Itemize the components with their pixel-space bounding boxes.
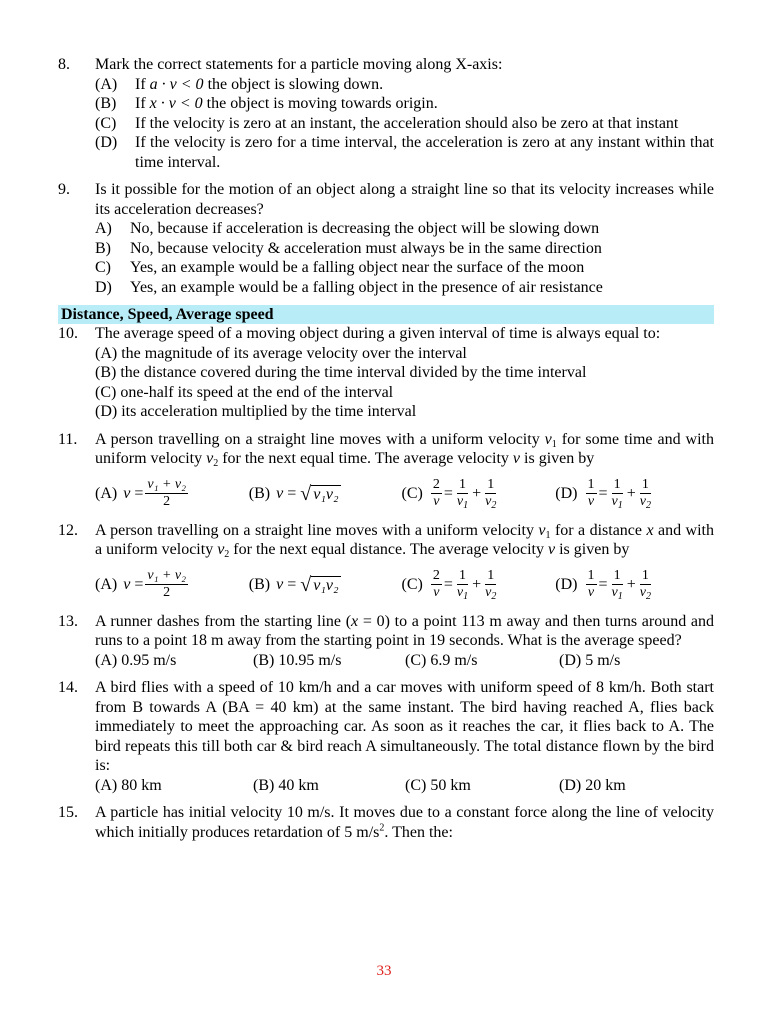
option-a: (A) 80 km: [95, 776, 162, 794]
question-number: 8.: [58, 56, 70, 73]
question-body: [95, 521, 714, 610]
option-c: (C) 50 km: [405, 776, 471, 794]
options-row: [95, 776, 714, 796]
question-stem: A runner dashes from the starting line (x = 0) to a point 113 m away and then turns around and runs to a point 18 m away from the starting point in 19 seconds. What is the average speed?: [95, 612, 715, 649]
question-body: [95, 55, 714, 172]
option-a: (A) the magnitude of its average velocity over the interval: [95, 344, 467, 362]
question-body: [95, 803, 714, 842]
option-d: (D) If the velocity is zero for a time interval, the acceleration is zero at any instant within that time interval.: [95, 134, 714, 171]
option-b: (B) 40 km: [253, 776, 319, 794]
question-9: [58, 180, 714, 297]
formula-a: (A) v = $\frac{\text{v₁ + v₂}}{2}$: [95, 477, 186, 509]
question-body: [95, 612, 714, 671]
formula-a: (A) v = $\frac{\text{v₁ + v₂}}{2}$: [95, 568, 186, 600]
question-content: [58, 55, 714, 850]
question-body: [95, 180, 714, 297]
question-number: 12.: [58, 521, 78, 539]
question-stem: A bird flies with a speed of 10 km/h and a car moves with uniform speed of 8 km/h. Both start from B towards A (BA = 40 km) at the same instant. The bird having reached A, flies back immediately to meet the approaching car. As soon as it reaches the car, it flies back to A. The bird repeats this till both car & bird reach A simultaneously. The total distance flown by the bird is:: [95, 679, 714, 774]
option-c: (C) one-half its speed at the end of the interval: [95, 383, 394, 401]
formula-d: (D) $\frac{1}{v}$ = $\frac{1}{v_1}$ + $\frac{1}{v_2}$: [555, 477, 652, 511]
option-c: (C) If the velocity is zero at an instant, the acceleration should also be zero at that instant: [95, 114, 679, 132]
formula-c: (C) $\frac{2}{v}$ = $\frac{1}{v_1}$ + $\frac{1}{v_2}$: [401, 477, 497, 511]
question-body: [95, 678, 714, 795]
question-13: [58, 612, 714, 671]
question-number: 9.: [58, 181, 70, 198]
formula-c: (C) $\frac{2}{v}$ = $\frac{1}{v_1}$ + $\frac{1}{v_2}$: [401, 568, 497, 602]
option-d: D) Yes, an example would be a falling object in the presence of air resistance: [95, 278, 603, 296]
question-number: 15.: [58, 804, 78, 821]
question-stem: A person travelling on a straight line moves with a uniform velocity $v_1$ for a distance x and with a uniform velocity $v_2$ for the next equal distance. The average velocity v is given by: [95, 521, 714, 560]
question-stem: Is it possible for the motion of an object along a straight line so that its velocity increases while its acceleration decreases?: [95, 181, 714, 218]
formula-options: [95, 471, 714, 517]
question-8: [58, 55, 714, 172]
question-number: 11.: [58, 430, 78, 448]
question-11: [58, 430, 714, 519]
option-a: (A) 0.95 m/s: [95, 651, 177, 669]
option-a: A) No, because if acceleration is decreasing the object will be slowing down: [95, 220, 600, 237]
option-b: (B) the distance covered during the time interval divided by the time interval: [95, 364, 587, 381]
option-c: (C) 6.9 m/s: [405, 651, 478, 669]
section-heading: Distance, Speed, Average speed: [58, 305, 714, 324]
question-number: 10.: [58, 325, 78, 342]
question-stem: A person travelling on a straight line moves with a uniform velocity $v_1$ for some time and with uniform velocity $v_2$ for the next equal time. The average velocity v is given by: [95, 430, 714, 469]
page-number: 33: [376, 963, 392, 979]
formula-d: (D) $\frac{1}{v}$ = $\frac{1}{v_1}$ + $\frac{1}{v_2}$: [555, 568, 652, 602]
formula-b: (B) v = √ v₁v₂: [248, 482, 339, 505]
option-c: C) Yes, an example would be a falling object near the surface of the moon: [95, 259, 585, 276]
question-number: 13.: [58, 612, 78, 630]
formula-options: [95, 562, 714, 608]
question-body: [95, 324, 714, 422]
question-10: [58, 324, 714, 422]
formula-b: (B) v = √ v₁v₂: [248, 573, 339, 596]
option-b: (B) If x · v < 0 the object is moving towards origin.: [95, 95, 438, 112]
option-b: B) No, because velocity & acceleration must always be in the same direction: [95, 239, 602, 257]
option-d: (D) its acceleration multiplied by the time interval: [95, 403, 417, 420]
question-stem: The average speed of a moving object during a given interval of time is always equal to:: [95, 325, 661, 342]
option-b: (B) 10.95 m/s: [253, 651, 342, 669]
options-row: [95, 651, 714, 671]
question-12: [58, 521, 714, 610]
question-stem: A particle has initial velocity 10 m/s. It moves due to a constant force along the line of velocity which initially produces retardation of 5 $m/s^2$. Then the:: [95, 804, 714, 841]
question-body: [95, 430, 714, 519]
question-14: [58, 678, 714, 795]
question-stem: Mark the correct statements for a particle moving along X-axis:: [95, 56, 503, 73]
question-15: [58, 803, 714, 842]
question-number: 14.: [58, 679, 78, 696]
option-d: (D) 20 km: [559, 776, 626, 794]
option-a: (A) If a · v < 0 the object is slowing down.: [95, 75, 384, 93]
option-d: (D) 5 m/s: [559, 651, 621, 669]
